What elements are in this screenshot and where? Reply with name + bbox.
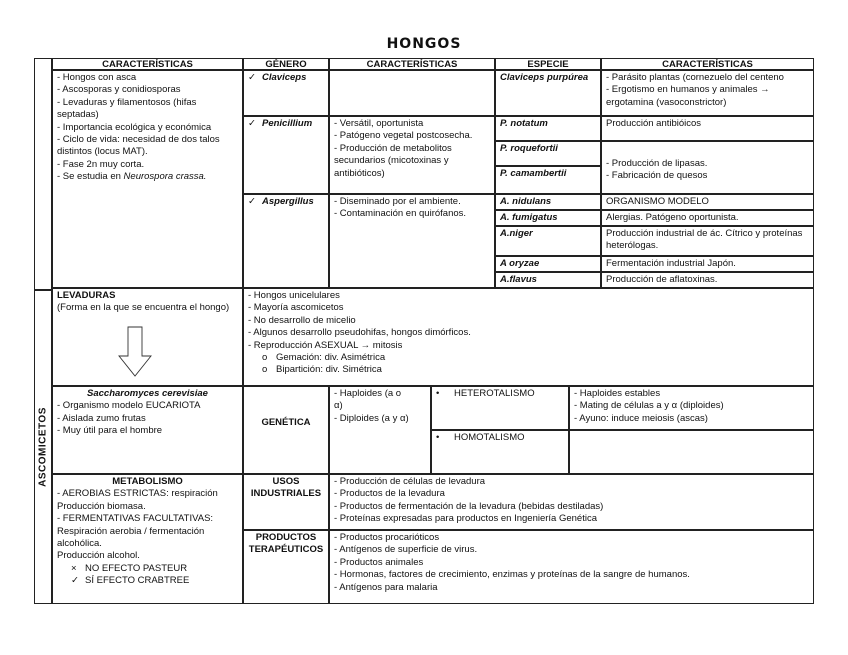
species-char-a-oryzae: Fermentación industrial Japón.	[601, 256, 814, 272]
check-icon: ✓	[71, 575, 79, 587]
heterotalismo-characteristics	[569, 386, 814, 430]
levaduras-item: - Hongos unicelulares	[248, 290, 340, 301]
genetica-label-text: GENÉTICA	[261, 417, 311, 428]
aspergillus-characteristics	[329, 194, 495, 288]
heterotalismo-label: HETEROTALISMO	[454, 388, 535, 399]
usos-items	[329, 474, 814, 530]
check-icon: ✓	[248, 118, 256, 129]
species-char-a-nidulans: ORGANISMO MODELO	[601, 194, 814, 210]
no-pasteur-label: NO EFECTO PASTEUR	[85, 562, 188, 574]
usos-item: - Productos de fermentación de la levadura (bebidas destiladas)	[334, 500, 604, 512]
general-item: - Fase 2n muy corta.	[57, 158, 145, 170]
genus-name: Penicillium	[262, 118, 313, 129]
terapeuticos-label-line: PRODUCTOS	[255, 532, 317, 543]
species-a-nidulans: A. nidulans	[495, 194, 601, 210]
genus-aspergillus	[243, 194, 329, 288]
general-item: - Levaduras y filamentosos (hifas septadas)	[57, 96, 197, 121]
claviceps-characteristics	[329, 70, 495, 116]
metabolismo-item: - FERMENTATIVAS FACULTATIVAS:	[57, 513, 214, 525]
usos-item: - Producción de células de levadura	[334, 476, 486, 487]
header-caracteristicas-2: CARACTERÍSTICAS	[329, 58, 495, 70]
species-a-flavus: A.flavus	[495, 272, 601, 288]
levaduras-item: - Algunos desarrollo pseudohifas, hongos dimórficos.	[248, 327, 471, 339]
genus-penicillium	[243, 116, 329, 194]
genus-name: Aspergillus	[262, 196, 314, 207]
species-char-line: - Ergotismo en humanos y animales →	[606, 84, 770, 96]
side-column-top	[34, 58, 52, 290]
species-char-line: - Parásito plantas (cornezuelo del centeno	[606, 72, 784, 83]
genetica-label	[243, 386, 329, 474]
hetero-char-line: - Mating de células a y α (diploides)	[574, 400, 724, 412]
neurospora-name: Neurospora crassa.	[123, 171, 207, 183]
general-item: - Hongos con asca	[57, 72, 137, 83]
species-a-oryzae: A oryzae	[495, 256, 601, 272]
saccharomyces-item: - Muy útil para el hombre	[57, 425, 163, 437]
usos-label-line: USOS	[272, 476, 300, 487]
terapeuticos-item: - Productos procarióticos	[334, 532, 440, 543]
genus-char-line: antibióticos)	[334, 167, 385, 179]
si-crabtree-row	[57, 575, 238, 587]
levaduras-subitem	[248, 352, 809, 364]
levaduras-title: LEVADURAS	[57, 290, 116, 301]
species-char-a-niger: Producción industrial de ác. Cítrico y proteínas heterólogas.	[601, 226, 814, 256]
general-item-neurospora	[57, 171, 238, 183]
sub-bullet-icon: o	[262, 352, 268, 364]
header-especie: ESPECIE	[495, 58, 601, 70]
check-icon: ✓	[248, 196, 256, 207]
genus-char-line: - Producción de metabolitos	[334, 142, 452, 154]
general-item: - Ciclo de vida: necesidad de dos talos distintos (locus MAT).	[57, 134, 220, 158]
check-icon: ✓	[248, 72, 256, 83]
usos-item: - Productos de la levadura	[334, 488, 445, 500]
homotalismo-label: HOMOTALISMO	[454, 432, 525, 443]
saccharomyces-name: Saccharomyces cerevisiae	[87, 388, 208, 399]
si-crabtree-label: SÍ EFECTO CRABTREE	[85, 575, 190, 587]
levaduras-item: - Mayoría ascomicetos	[248, 302, 344, 314]
metabolismo-item: Producción alcohol.	[57, 550, 140, 562]
hetero-char-line: - Ayuno: induce meiosis (ascas)	[574, 412, 708, 424]
species-claviceps-purpurea: Claviceps purpúrea	[495, 70, 601, 116]
terapeuticos-item: - Antígenos de superficie de virus.	[334, 544, 478, 556]
levaduras-subitem-text: Bipartición: div. Simétrica	[276, 364, 382, 376]
species-char-line: ergotamina (vasoconstrictor)	[606, 96, 727, 108]
species-a-niger: A.niger	[495, 226, 601, 256]
ploidy-line: - Diploides (a y α)	[334, 412, 409, 424]
species-p-notatum: P. notatum	[495, 116, 601, 141]
terapeuticos-item: - Antígenos para malaria	[334, 581, 438, 593]
terapeuticos-label-line: TERAPÉUTICOS	[248, 544, 324, 556]
metabolismo-item: - AEROBIAS ESTRICTAS: respiración	[57, 488, 218, 500]
saccharomyces-cell	[52, 386, 243, 474]
sub-bullet-icon: o	[262, 364, 268, 376]
terapeuticos-items	[329, 530, 814, 604]
levaduras-item: - Reproducción ASEXUAL → mitosis	[248, 339, 403, 351]
species-p-roquefortii: P. roquefortii	[495, 141, 601, 166]
general-item: - Importancia ecológica y económica	[57, 121, 212, 133]
genus-char-line: - Contaminación en quirófanos.	[334, 208, 467, 220]
genus-name: Claviceps	[262, 72, 307, 83]
species-char-p-notatum: Producción antibióicos	[601, 116, 814, 141]
genus-char-line: - Versátil, oportunista	[334, 118, 424, 129]
bullet-icon: •	[436, 432, 440, 443]
species-chars-claviceps	[601, 70, 814, 116]
species-char-line: - Producción de lipasas.	[606, 158, 708, 169]
hetero-char-line: - Haploides estables	[574, 388, 661, 399]
penicillium-characteristics	[329, 116, 495, 194]
general-characteristics	[52, 70, 243, 288]
page-title: HONGOS	[386, 36, 462, 52]
metabolismo-cell	[52, 474, 243, 604]
homotalismo-cell	[431, 430, 569, 474]
header-caracteristicas-1: CARACTERÍSTICAS	[52, 58, 243, 70]
saccharomyces-item: - Aislada zumo frutas	[57, 412, 146, 424]
species-a-fumigatus: A. fumigatus	[495, 210, 601, 226]
general-item-text: - Se estudia en	[57, 171, 124, 183]
heterotalismo-cell	[431, 386, 569, 430]
genetica-ploidy	[329, 386, 431, 474]
homotalismo-characteristics	[569, 430, 814, 474]
cross-icon: ×	[71, 562, 77, 574]
species-char-a-flavus: Producción de aflatoxinas.	[601, 272, 814, 288]
usos-item: - Proteínas expresadas para productos en Ingeniería Genética	[334, 513, 597, 525]
usos-label-line: INDUSTRIALES	[250, 488, 322, 500]
general-item: - Ascosporas y conidiosporas	[57, 84, 181, 96]
genus-char-line: - Diseminado por el ambiente.	[334, 196, 461, 207]
levaduras-subitem-text: Gemación: div. Asimétrica	[276, 352, 386, 364]
terapeuticos-item: - Productos animales	[334, 556, 424, 568]
saccharomyces-item: - Organismo modelo EUCARIOTA	[57, 400, 201, 412]
levaduras-subitem	[248, 364, 809, 376]
ploidy-line: - Haploides (a o	[334, 388, 402, 399]
terapeuticos-item: - Hormonas, factores de crecimiento, enzimas y proteínas de la sangre de humanos.	[334, 569, 690, 581]
ploidy-line: α)	[334, 400, 343, 412]
terapeuticos-label	[243, 530, 329, 604]
levaduras-description	[243, 288, 814, 386]
metabolismo-item: Respiración aerobia / fermentación	[57, 525, 205, 537]
side-label: ASCOMICETOS	[37, 407, 49, 487]
metabolismo-item: Producción biomasa.	[57, 500, 146, 512]
metabolismo-item: alcohólica.	[57, 538, 102, 550]
species-p-camambertii: P. camambertii	[495, 166, 601, 194]
genus-char-line: secundarios (micotoxinas y	[334, 155, 449, 167]
species-char-line: - Fabricación de quesos	[606, 170, 708, 182]
genus-char-line: - Patógeno vegetal postcosecha.	[334, 130, 473, 142]
usos-label	[243, 474, 329, 530]
genus-claviceps	[243, 70, 329, 116]
side-label-cell	[34, 290, 52, 604]
species-char-penicillium-cheese	[601, 141, 814, 194]
levaduras-item: - No desarrollo de micelio	[248, 314, 356, 326]
header-genero: GÉNERO	[243, 58, 329, 70]
no-pasteur-row	[57, 563, 238, 575]
down-arrow-icon	[117, 326, 153, 378]
header-caracteristicas-3: CARACTERÍSTICAS	[601, 58, 814, 70]
species-char-a-fumigatus: Alergias. Patógeno oportunista.	[601, 210, 814, 226]
metabolismo-title: METABOLISMO	[112, 476, 183, 487]
levaduras-subtitle: (Forma en la que se encuentra el hongo)	[57, 302, 230, 314]
bullet-icon: •	[436, 388, 440, 399]
